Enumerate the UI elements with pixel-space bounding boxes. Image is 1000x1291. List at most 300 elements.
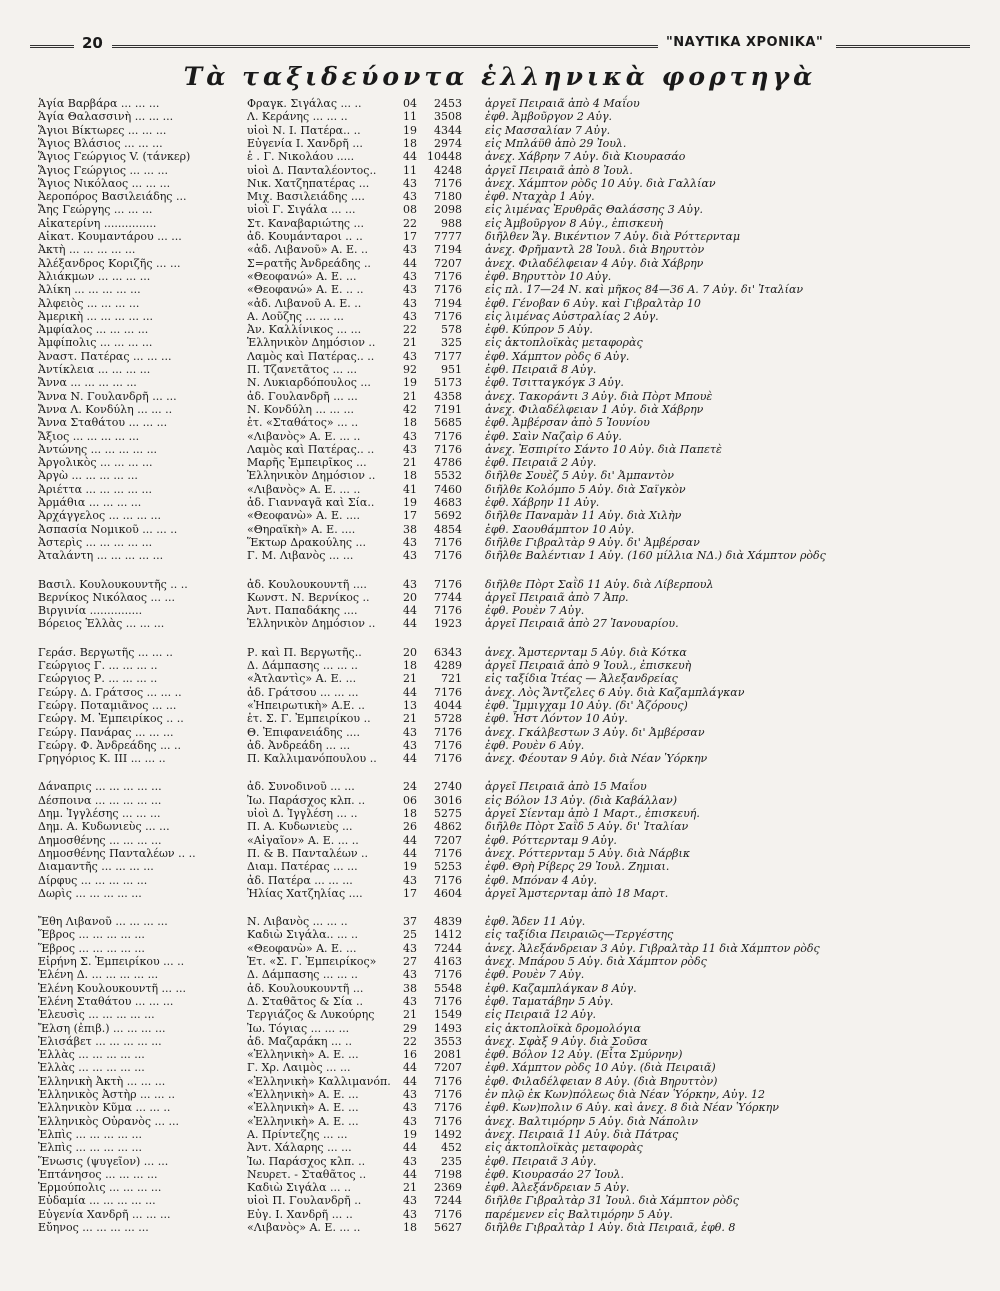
ship-age: 43 [403, 296, 417, 310]
ship-age: 21 [403, 389, 417, 403]
ship-tonnage: 4862 [434, 820, 462, 834]
ship-name: Ἑλληνικὸς Ἀστὴρ ... ... .. [38, 1088, 176, 1101]
ship-name: Ἑρμούπολις ... ... ... ... [38, 1181, 162, 1195]
ship-name: Γεώργ. Πανάρας ... ... ... [38, 725, 174, 739]
ship-row [0, 1181, 1000, 1194]
ship-row [0, 847, 1000, 860]
ship-age: 17 [403, 886, 417, 900]
ship-tonnage: 235 [441, 1154, 462, 1168]
ship-age: 43 [403, 968, 417, 982]
ship-tonnage: 7176 [434, 873, 462, 887]
ship-age: 44 [403, 617, 417, 631]
ship-owner: Ν. Λιβανὸς ... ... .. [247, 915, 348, 929]
ship-position: ἐφθ. Χάμπτον ρὸδς 10 Αὐγ. (διὰ Πειραιᾶ) [485, 1061, 716, 1075]
ship-tonnage: 10448 [427, 150, 462, 164]
ship-tonnage: 4044 [434, 698, 462, 712]
ship-age: 19 [403, 1127, 417, 1141]
ship-age: 27 [403, 955, 417, 968]
ship-tonnage: 951 [441, 363, 462, 376]
ship-row [0, 536, 1000, 549]
ship-age: 44 [403, 150, 417, 164]
ship-name: Ἀστερὶς ... ... ... ... ... [38, 535, 153, 549]
ship-tonnage: 4248 [434, 163, 462, 177]
ship-owner: ἀδ. Κουλουκουντῆ ... [247, 981, 364, 995]
ship-position: ἐφθ. Κύπρον 5 Αὐγ. [485, 323, 593, 337]
ship-position: ἐφθ. Κων)πολιν 6 Αὐγ. καὶ ἀνεχ. 8 διὰ Νέαν Ὑόρκην [485, 1101, 779, 1115]
ship-row [0, 1061, 1000, 1074]
ship-position: διῆλθε Παναμὰν 11 Αὐγ. διὰ Χιλὴν [485, 509, 682, 523]
ship-row [0, 739, 1000, 752]
ship-owner: Ἰω. Τόγιας ... ... ... [247, 1021, 350, 1035]
ship-position: ἀργεῖ Πειραιᾶ ἀπὸ 9 Ἰουλ., ἐπισκευὴ [485, 659, 692, 672]
ship-position: ἐφθ. Καζαμπλάγκαν 8 Αὐγ. [485, 981, 637, 995]
ship-position: εἰς Ἀμβοῦργον 8 Αὐγ., ἐπισκευὴ [485, 216, 664, 230]
ship-name: Ἐλπὶς ... ... ... ... ... [38, 1141, 142, 1155]
ship-tonnage: 6343 [434, 645, 462, 659]
ship-owner: Μαρῆς Ἐμπειρῖκος ... [247, 456, 367, 470]
ship-tonnage: 7176 [434, 283, 462, 297]
ship-tonnage: 7198 [434, 1167, 462, 1181]
ship-row [0, 887, 1000, 900]
ship-age: 22 [403, 1034, 417, 1048]
ship-row [0, 376, 1000, 389]
ship-name: Βιργινία ............... [38, 604, 143, 618]
ship-age: 38 [403, 522, 417, 536]
ship-tonnage: 7176 [434, 176, 462, 190]
ship-owner: «Λιβανὸς» Α. Ε. ... .. [247, 1221, 361, 1234]
ship-row [0, 659, 1000, 672]
ship-age: 19 [403, 123, 417, 137]
ship-row [0, 578, 1000, 591]
ship-age: 17 [403, 230, 417, 243]
ship-position: ἀνεχ. Φέουταν 9 Αὐγ. διὰ Νέαν Ὑόρκην [485, 752, 708, 766]
ship-position: ἐφθ. Πειραιᾶ 2 Αὐγ. [485, 456, 597, 470]
ship-owner: «Λιβανὸς» Α. Ε. ... .. [247, 429, 361, 443]
ship-age: 43 [403, 1207, 417, 1221]
ship-owner: «Ἑλληνικὴ» Α. Ε. ... [247, 1048, 359, 1062]
ship-age: 18 [403, 136, 417, 150]
ship-name: Ἀμερικὴ ... ... ... ... ... [38, 309, 153, 323]
ship-position: ἐφθ. Ρουὲν 7 Αὐγ. [485, 604, 585, 618]
ship-owner: «Ἑλληνικὴ» Α. Ε. ... [247, 1114, 359, 1128]
ship-owner: υἱοὶ Γ. Σιγάλα ... ... [247, 203, 356, 217]
ship-row [0, 1208, 1000, 1221]
ship-tonnage: 4163 [434, 955, 462, 968]
ship-position: ἀνεχ. Ἄμστερνταμ 5 Αὐγ. διὰ Κότκα [485, 645, 687, 659]
ship-owner: Εὐγ. Ι. Χανδρῆ ... .. [247, 1207, 353, 1221]
ship-position: εἰς ἀκτοπλοϊκὰ δρομολόγια [485, 1021, 641, 1035]
ship-age: 43 [403, 577, 417, 591]
ship-name: Ἅγιος Γεώργιος V. (τάνκερ) [38, 150, 191, 164]
ship-row [0, 982, 1000, 995]
ship-name: Ἅγιος Βλάσιος ... ... ... [38, 136, 163, 150]
ship-row [0, 456, 1000, 469]
ship-tonnage: 1923 [434, 617, 462, 631]
ship-row [0, 604, 1000, 617]
ship-name: Ἑλλὰς ... ... ... ... ... [38, 1061, 145, 1075]
ship-row [0, 164, 1000, 177]
ship-row [0, 350, 1000, 363]
ship-name: Ἑλένη Κουλουκουντῆ ... ... [38, 981, 187, 995]
ship-row [0, 860, 1000, 873]
ship-tonnage: 4604 [434, 886, 462, 900]
ship-tonnage: 2081 [434, 1048, 462, 1062]
ship-position: ἀνεχ. Χάμπτον ρὸδς 10 Αὐγ. διὰ Γαλλίαν [485, 176, 716, 190]
ship-tonnage: 7176 [434, 1088, 462, 1101]
ship-position: εἰς ἀκτοπλοϊκὰς μεταφορὰς [485, 336, 643, 350]
ship-name: Ἀλφειὸς ... ... ... ... [38, 296, 140, 310]
ship-name: Ἑλληνικὸς Οὐρανὸς ... ... [38, 1114, 179, 1128]
ship-name: Αἰκατ. Κουμαντάρου ... ... [38, 230, 182, 243]
ship-row [0, 549, 1000, 562]
ship-tonnage: 7176 [434, 309, 462, 323]
ship-owner: Π. Καλλιμανόπουλου .. [247, 752, 377, 766]
ship-tonnage: 4786 [434, 456, 462, 470]
ship-age: 43 [403, 442, 417, 456]
ship-position: ἐφθ. Ρουὲν 7 Αὐγ. [485, 968, 585, 982]
ship-tonnage: 4358 [434, 389, 462, 403]
ship-owner: ἀδ. Μαζαράκη ... .. [247, 1034, 352, 1048]
ship-row [0, 752, 1000, 765]
ship-tonnage: 7176 [434, 1074, 462, 1088]
ship-row [0, 712, 1000, 725]
ship-position: εἰς λιμένας Ἐρυθρᾶς Θαλάσσης 3 Αὐγ. [485, 203, 704, 217]
ship-owner: Ἀντ. Παπαδάκης .... [247, 604, 358, 618]
ship-position: εἰς ἀκτοπλοϊκὰς μεταφορὰς [485, 1141, 643, 1155]
ship-row [0, 794, 1000, 807]
ship-age: 44 [403, 1141, 417, 1155]
ship-owner: «Αἰγαῖον» Α. Ε. ... .. [247, 833, 359, 847]
ship-row [0, 995, 1000, 1008]
ship-row [0, 523, 1000, 536]
ship-name: Δάναπρις ... ... ... ... ... [38, 780, 162, 794]
ship-tonnage: 7460 [434, 482, 462, 496]
ship-tonnage: 7176 [434, 752, 462, 766]
ship-row [0, 1128, 1000, 1141]
ship-owner: «ἀδ. Λιβανοῦ Α. Ε. .. [247, 296, 362, 310]
ship-age: 13 [403, 698, 417, 712]
ship-age: 43 [403, 1088, 417, 1101]
ship-tonnage: 7176 [434, 1114, 462, 1128]
ship-age: 18 [403, 416, 417, 430]
ship-row [0, 617, 1000, 630]
ship-owner: Α. Πρίντεζης ... ... [247, 1127, 348, 1141]
ship-position: ἀνεχ. Φρῆμαντλ 28 Ἰουλ. διὰ Βηρυττὸν [485, 243, 705, 257]
ship-tonnage: 3553 [434, 1034, 462, 1048]
ship-owner: Εὐγενία Ι. Χανδρῆ ... [247, 136, 363, 150]
ship-name: Ἀναστ. Πατέρας ... ... ... [38, 349, 172, 363]
ship-age: 22 [403, 323, 417, 337]
ship-name: Δημ. Ἰγγλέσης ... ... ... [38, 807, 161, 820]
ship-row [0, 230, 1000, 243]
ship-name: Ἀμφίαλος ... ... ... ... [38, 323, 149, 337]
ship-owner: Ἀντ. Χάλαρης ... ... [247, 1141, 352, 1155]
ship-row [0, 726, 1000, 739]
ship-position: ἀργεῖ Πειραιᾶ ἀπὸ 7 Ἀπρ. [485, 590, 629, 604]
ship-age: 43 [403, 176, 417, 190]
ship-name: Δίρφυς ... ... ... ... ... [38, 873, 148, 887]
ship-owner: ἑτ. Σ. Γ. Ἐμπειρίκου .. [247, 712, 371, 726]
ship-position: ἀνεχ. Πειραιᾶ 11 Αὐγ. διὰ Πάτρας [485, 1127, 679, 1141]
ship-name: Εὐγενία Χανδρῆ ... ... ... [38, 1207, 171, 1221]
ship-name: Δημοσθένης Πανταλέων .. .. [38, 846, 196, 860]
ship-name: Ἀταλάντη ... ... ... ... ... [38, 549, 164, 563]
ship-age: 19 [403, 376, 417, 390]
ship-tonnage: 2098 [434, 203, 462, 217]
ship-owner: «Ἑλληνικὴ» Καλλιμανόπ. [247, 1074, 391, 1088]
ship-row [0, 1141, 1000, 1154]
ship-name: Δημοσθένης ... ... ... ... [38, 833, 162, 847]
ship-tonnage: 2974 [434, 136, 462, 150]
ship-age: 92 [403, 363, 417, 376]
ship-age: 43 [403, 243, 417, 257]
ship-age: 44 [403, 256, 417, 270]
ship-tonnage: 7176 [434, 442, 462, 456]
ship-tonnage: 7194 [434, 243, 462, 257]
ship-name: Ἔλση (ἐπιβ.) ... ... ... ... [38, 1021, 166, 1035]
ship-tonnage: 5253 [434, 860, 462, 874]
ship-tonnage: 7191 [434, 402, 462, 416]
ship-owner: Ρ. καὶ Π. Βεργωτῆς.. [247, 645, 362, 659]
ship-tonnage: 4839 [434, 915, 462, 929]
ship-age: 22 [403, 216, 417, 230]
ship-owner: ἀδ. Κουμάνταροι .. .. [247, 230, 363, 243]
ship-name: Βόρειος Ἑλλὰς ... ... ... [38, 617, 165, 631]
ship-tonnage: 5685 [434, 416, 462, 430]
ship-name: Ἀλιάκμων ... ... ... ... [38, 269, 151, 283]
ship-age: 43 [403, 941, 417, 955]
ship-owner: ἀδ. Γουλανδρῆ ... ... [247, 389, 358, 403]
ship-position: ἀνεχ. Φιλαδέλφειαν 1 Αὐγ. διὰ Χάβρην [485, 402, 704, 416]
ship-row [0, 1008, 1000, 1021]
ship-row [0, 968, 1000, 981]
ship-tonnage: 2453 [434, 97, 462, 110]
ship-row [0, 110, 1000, 123]
page-number: 20 [82, 34, 103, 52]
ship-row [0, 874, 1000, 887]
ship-age: 43 [403, 738, 417, 752]
ship-owner: Ἰω. Παράσχος κλπ. .. [247, 1154, 366, 1168]
ship-row [0, 243, 1000, 256]
ship-owner: Ἀν. Καλλίνικος ... ... [247, 323, 362, 337]
ship-tonnage: 7176 [434, 549, 462, 563]
ship-position: διῆλθε Πὸρτ Σαῒδ 11 Αὐγ. διὰ Λίβερπουλ [485, 577, 714, 591]
ship-position: εἰς Μπλάϋθ ἀπὸ 29 Ἰουλ. [485, 136, 627, 150]
ship-age: 43 [403, 429, 417, 443]
ship-owner: ἑτ. «Σταθάτος» ... .. [247, 416, 359, 430]
ship-row [0, 1075, 1000, 1088]
ship-name: Ἀριέττα ... ... ... ... ... [38, 482, 152, 496]
header-rule-left [30, 45, 74, 48]
ship-age: 24 [403, 780, 417, 794]
ship-name: Ἀλέξανδρος Κοριζῆς ... ... [38, 256, 181, 270]
ship-row [0, 177, 1000, 190]
ship-tonnage: 7207 [434, 256, 462, 270]
ship-tonnage: 7176 [434, 994, 462, 1008]
ship-tonnage: 7176 [434, 429, 462, 443]
ship-owner: «Λιβανὸς» Α. Ε. ... .. [247, 482, 361, 496]
ship-owner: «ἀδ. Λιβανοῦ» Α. Ε. .. [247, 243, 368, 257]
ship-owner: Στ. Καναβαριώτης ... [247, 216, 364, 230]
ship-owner: Λαμὸς καὶ Πατέρας.. .. [247, 349, 375, 363]
ship-age: 04 [403, 97, 417, 110]
ship-row [0, 1115, 1000, 1128]
ship-row [0, 336, 1000, 349]
ship-tonnage: 3508 [434, 110, 462, 124]
ship-age: 11 [403, 110, 417, 124]
ship-owner: Δ. Σταθᾶτος & Σία .. [247, 994, 363, 1008]
ship-age: 43 [403, 283, 417, 297]
header-rule-right [836, 45, 970, 48]
ship-owner: Α. Λοῦζης ... ... ... [247, 309, 344, 323]
ship-tonnage: 5548 [434, 981, 462, 995]
ship-name: Δωρὶς ... ... ... ... ... [38, 886, 142, 900]
ship-position: ἀνεχ. Ρόττερνταμ 5 Αὐγ. διὰ Νάρβικ [485, 846, 691, 860]
ship-owner: Κωνστ. Ν. Βερνίκος .. [247, 590, 370, 604]
ship-age: 19 [403, 496, 417, 509]
ship-owner: «Θεοφανώ» Α. Ε. ... [247, 269, 357, 283]
ship-age: 43 [403, 994, 417, 1008]
ship-position: εἰς ταξίδια Πειραιῶς—Τεργέστης [485, 928, 674, 942]
ship-tonnage: 1549 [434, 1008, 462, 1022]
ship-position: ἐφθ. Χάβρην 11 Αὐγ. [485, 496, 600, 509]
ship-row [0, 217, 1000, 230]
ship-row [0, 443, 1000, 456]
ship-position: διῆλθε Πὸρτ Σαῒδ 5 Αὐγ. δι' Ἰταλίαν [485, 820, 689, 834]
ship-position: διῆλθεν Ἅγ. Βικέντιον 7 Αὐγ. διὰ Ρόττερνταμ [485, 230, 741, 243]
ship-row [0, 363, 1000, 376]
ship-name: Διαμαντῆς ... ... ... ... [38, 860, 154, 874]
ship-owner: Ν. Λυκιαρδόπουλος ... [247, 376, 371, 390]
ship-name: Ἅγιος Γεώργιος ... ... ... [38, 163, 168, 177]
ship-position: ἐφθ. Ταματάβην 5 Αὐγ. [485, 994, 614, 1008]
ship-age: 44 [403, 833, 417, 847]
ship-tonnage: 7244 [434, 1194, 462, 1208]
ship-owner: Ἰω. Παράσχος κλπ. .. [247, 793, 366, 807]
ship-owner: Ν. Κονδύλη ... ... ... [247, 402, 354, 416]
ship-tonnage: 7176 [434, 725, 462, 739]
ship-tonnage: 325 [441, 336, 462, 350]
ship-owner: Ἑλληνικὸν Δημόσιον .. [247, 336, 376, 350]
ship-position: ἐφθ. Ἀλεξάνδρειαν 5 Αὐγ. [485, 1181, 630, 1195]
ship-row [0, 469, 1000, 482]
ship-age: 06 [403, 793, 417, 807]
ship-tonnage: 7777 [434, 230, 462, 243]
ship-name: Ἔθη Λιβανοῦ ... ... ... ... [38, 915, 168, 929]
ship-tonnage: 5275 [434, 807, 462, 820]
ship-position: ἀργεῖ Πειραιᾶ ἀπὸ 27 Ἰανουαρίου. [485, 617, 679, 631]
ship-age: 18 [403, 659, 417, 672]
ship-row [0, 270, 1000, 283]
ship-age: 17 [403, 509, 417, 523]
ship-owner: ἀδ. Πατέρα ... ... ... [247, 873, 353, 887]
ship-name: Ἁγία Θαλασσινὴ ... ... ... [38, 110, 174, 124]
ship-age: 21 [403, 712, 417, 726]
ship-owner: Φραγκ. Σιγάλας ... .. [247, 97, 362, 110]
ship-name: Εὐδαμία ... ... ... ... ... [38, 1194, 156, 1208]
ship-row [0, 323, 1000, 336]
ship-tonnage: 4289 [434, 659, 462, 672]
ship-age: 20 [403, 645, 417, 659]
ship-name: Ἐλευσὶς ... ... ... ... ... [38, 1008, 155, 1022]
ship-owner: Π. Τζανετᾶτος ... ... [247, 363, 358, 376]
ship-position: ἐφθ. Σαὶν Ναζαὶρ 6 Αὐγ. [485, 429, 622, 443]
ship-tonnage: 5692 [434, 509, 462, 523]
ship-tonnage: 5728 [434, 712, 462, 726]
ship-owner: ἀδ. Ἀνδρεάδη ... ... [247, 738, 351, 752]
ship-name: Ἁγία Βαρβάρα ... ... ... [38, 97, 160, 110]
ship-age: 18 [403, 1221, 417, 1234]
ship-position: ἐφθ. Μπόναν 4 Αὐγ. [485, 873, 597, 887]
ship-position: εἰς Βόλον 13 Αὐγ. (διὰ Καβάλλαν) [485, 793, 677, 807]
ship-position: ἐφθ. Νταχὰρ 1 Αὐγ. [485, 190, 595, 204]
ship-age: 43 [403, 1154, 417, 1168]
ship-position: ἐφθ. Πειραιᾶ 3 Αὐγ. [485, 1154, 597, 1168]
ship-age: 44 [403, 604, 417, 618]
ship-position: ἀνεχ. Βαλτιμόρην 5 Αὐγ. διὰ Νάπολιν [485, 1114, 699, 1128]
ship-position: ἐφθ. Φιλαδέλφειαν 8 Αὐγ. (διὰ Βηρυττὸν) [485, 1074, 718, 1088]
ship-owner: Τεργιάζος & Λυκούρης [247, 1008, 375, 1022]
ship-name: Δημ. Α. Κυδωνιεὺς ... ... [38, 820, 170, 834]
ship-row [0, 416, 1000, 429]
ship-position: ἐφθ. Ἀμβοῦργον 2 Αὐγ. [485, 110, 613, 124]
ship-row [0, 297, 1000, 310]
ship-position: ἐφθ. Ἄδεν 11 Αὐγ. [485, 915, 586, 929]
ship-tonnage: 7194 [434, 296, 462, 310]
page-title: Τὰ ταξιδεύοντα ἑλληνικὰ φορτηγὰ [183, 62, 817, 91]
ship-position: διῆλθε Σουὲζ 5 Αὐγ. δι' Ἀμπαντὸν [485, 469, 674, 483]
ship-age: 29 [403, 1021, 417, 1035]
ship-owner: Ἕκτωρ Δρακούλης ... [247, 535, 367, 549]
ship-row [0, 97, 1000, 110]
ship-tonnage: 5532 [434, 469, 462, 483]
ship-row [0, 203, 1000, 216]
ship-name: Ἕνωσις (ψυγεῖον) ... ... [38, 1154, 169, 1168]
ship-name: Ἄξιος ... ... ... ... ... [38, 429, 140, 443]
ship-row [0, 137, 1000, 150]
magazine-name: "ΝΑΥΤΙΚΑ ΧΡΟΝΙΚΑ" [666, 35, 824, 50]
ship-age: 42 [403, 402, 417, 416]
ship-row [0, 1088, 1000, 1101]
ship-position: ἐφθ. Βηρυττὸν 10 Αὐγ. [485, 269, 612, 283]
ship-name: Γεώργιος Ρ. ... ... ... .. [38, 672, 158, 686]
ship-age: 11 [403, 163, 417, 177]
ship-row [0, 1221, 1000, 1234]
ship-tonnage: 4344 [434, 123, 462, 137]
ship-row [0, 820, 1000, 833]
ship-owner: Θ. Ἐπιφανειάδης .... [247, 725, 361, 739]
ship-name: Ἑλληνικὸν Κῦμα ... ... .. [38, 1101, 171, 1115]
ship-name: Ἀμφίπολις ... ... ... ... [38, 336, 153, 350]
ship-owner: «Ἠπειρωτικὴ» Α.Ε. .. [247, 698, 365, 712]
ship-age: 43 [403, 549, 417, 563]
ship-position: ἀργεῖ Ἄμστερνταμ ἀπὸ 18 Μαρτ. [485, 886, 669, 900]
ship-age: 43 [403, 349, 417, 363]
ship-position: εἰς ταξίδια Ἰτέας — Ἀλεξανδρείας [485, 672, 678, 686]
ship-owner: Καδιὼ Σιγάλα.. ... .. [247, 928, 359, 942]
ship-owner: υἱοὶ Δ. Πανταλέοντος.. [247, 163, 377, 177]
ship-owner: ἀδ. Γράτσου ... ... ... [247, 685, 359, 699]
ship-position: εἰς πλ. 17—24 Ν. καὶ μῆκος 84—36 Α. 7 Αὐγ. δι' Ἰταλίαν [485, 283, 804, 297]
ship-name: Ἀργολικὸς ... ... ... ... [38, 456, 153, 470]
ship-tonnage: 5627 [434, 1221, 462, 1234]
ship-name: Γεώργ. Μ. Ἐμπειρίκος .. .. [38, 712, 184, 726]
ship-position: ἀνεχ. Ἐσπιρίτο Σάντο 10 Αὐγ. διὰ Παπετὲ [485, 442, 722, 456]
ship-name: Βασιλ. Κουλουκουντῆς .. .. [38, 577, 188, 591]
ship-tonnage: 4854 [434, 522, 462, 536]
ship-tonnage: 7176 [434, 604, 462, 618]
ship-row [0, 686, 1000, 699]
